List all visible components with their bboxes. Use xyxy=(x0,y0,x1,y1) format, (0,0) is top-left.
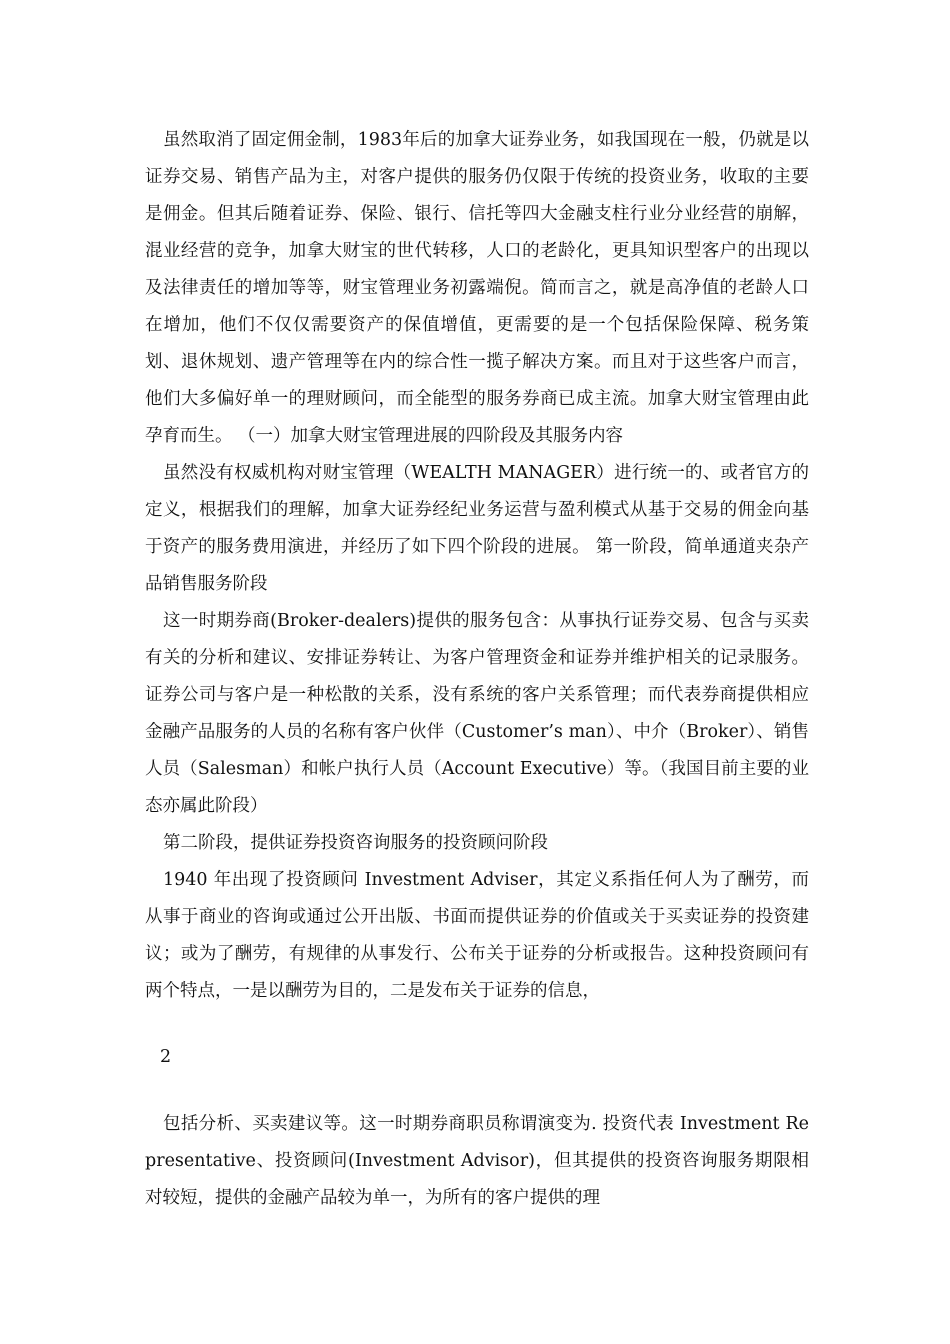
document-body xyxy=(145,122,809,1010)
next-page-body xyxy=(145,1106,809,1217)
page-number: 2 xyxy=(160,1047,172,1067)
paragraph-4: 第二阶段，提供证券投资咨询服务的投资顾问阶段 xyxy=(163,833,548,853)
next-page-paragraph-1: 包括分析、买卖建议等。这一时期券商职员称谓演变为. 投资代表 Investment Representative、投资顾问(Investment Advisor)，但其提供的投资咨询服务期限相对较短，提供的金融产品较为单一，为所有的客户提供的理 xyxy=(145,1114,809,1208)
paragraph-2: 虽然没有权威机构对财宝管理（WEALTH MANAGER）进行统一的、或者官方的定义，根据我们的理解，加拿大证券经纪业务运营与盈利模式从基于交易的佣金向基于资产的服务费用演进，并经历了如下四个阶段的进展。 第一阶段，简单通道夹杂产品销售服务阶段 xyxy=(145,463,809,594)
paragraph-1: 虽然取消了固定佣金制，1983年后的加拿大证券业务，如我国现在一般，仍就是以证券交易、销售产品为主，对客户提供的服务仍仅限于传统的投资业务，收取的主要是佣金。但其后随着证券、保险、银行、信托等四大金融支柱行业分业经营的崩解，混业经营的竞争，加拿大财宝的世代转移，人口的老龄化，更具知识型客户的出现以及法律责任的增加等等，财宝管理业务初露端倪。简而言之，就是高净值的老龄人口在增加，他们不仅仅需要资产的保值增值，更需要的是一个包括保险保障、税务策划、退休规划、遗产管理等在内的综合性一揽子解决方案。而且对于这些客户而言，他们大多偏好单一的理财顾问，而全能型的服务券商已成主流。加拿大财宝管理由此孕育而生。 （一）加拿大财宝管理进展的四阶段及其服务内容 xyxy=(145,130,809,446)
paragraph-3: 这一时期券商(Broker-dealers)提供的服务包含：从事执行证券交易、包含与买卖有关的分析和建议、安排证券转让、为客户管理资金和证券并维护相关的记录服务。证券公司与客户是一种松散的关系，没有系统的客户关系管理；而代表券商提供相应金融产品服务的人员的名称有客户伙伴（Customer’s man）、中介（Broker）、销售人员（Salesman）和帐户执行人员（Account Executive）等。（我国目前主要的业态亦属此阶段） xyxy=(145,611,809,816)
paragraph-5: 1940 年出现了投资顾问 Investment Adviser，其定义系指任何人为了酬劳，而从事于商业的咨询或通过公开出版、书面而提供证券的价值或关于买卖证券的投资建议；或为了酬劳，有规律的从事发行、公布关于证券的分析或报告。这种投资顾问有两个特点，一是以酬劳为目的，二是发布关于证券的信息， xyxy=(145,870,809,1001)
